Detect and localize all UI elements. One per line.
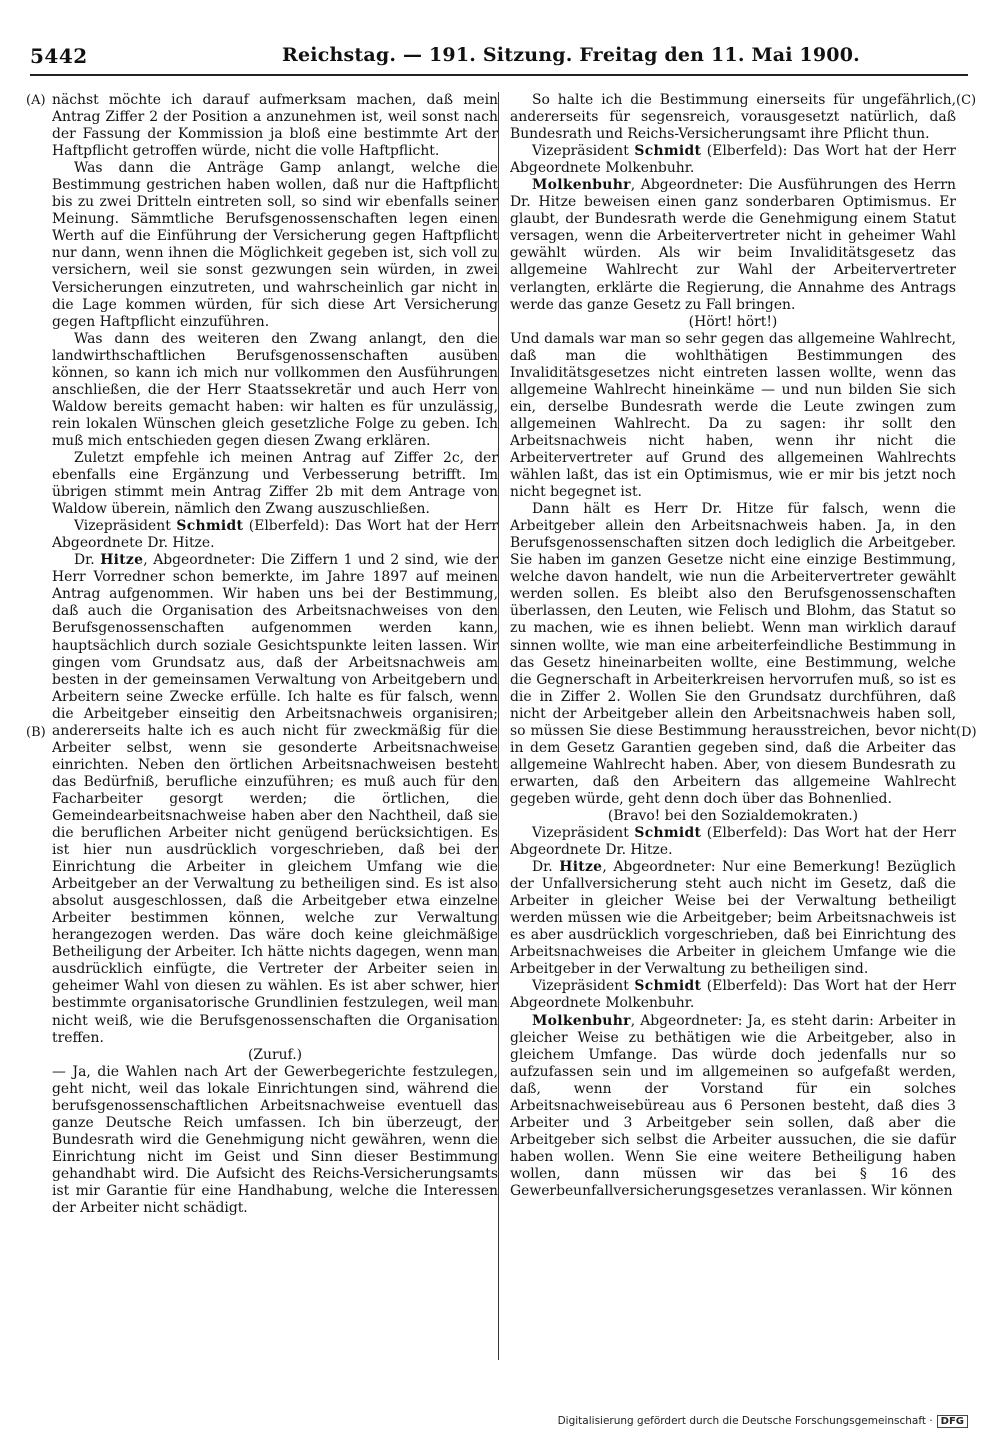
paragraph: Und damals war man so sehr gegen das allgemeine Wahlrecht, daß man die wohlthätigen Bestimmungen des Invaliditätsgesetzes nicht eintreten lassen wollte, wenn das allgemeine Wahlrecht hineinkäme — und nun bilden Sie sich ein, derselbe Bundesrath werde die Leute zwingen zum allgemeinen Wahlrecht. Da zu sagen: ihr sollt den Arbeitsnachweis nicht haben, wenn ihr nicht die Arbeitervertreter auf Grund des allgemeinen Wahlrechts wählen laßt, das ist ein Optimismus, wie er mir bis jetzt noch nicht begegnet ist. (510, 330, 956, 501)
speaker-intro (510, 978, 956, 1012)
speaker-text: (Elberfeld): Das Wort hat der Herr Abgeordnete Dr. Hitze. (52, 518, 498, 552)
speaker-title: Vizepräsident (532, 143, 635, 160)
speaker-intro (510, 825, 956, 859)
speaker-name: Schmidt (634, 143, 702, 160)
speaker-text: , Abgeordneter: Nur eine Bemerkung! Bezüglich der Unfallversicherung steht auch nicht im Gesetz, daß die Arbeiter in gleicher Weise bei der Verwaltung betheiligt werden müssen wie die Arbeitgeber; beim Arbeitsnachweis ist es aber ausdrücklich vorgeschrieben, daß bei Einrichtung des Arbeitsnachweises die Arbeiter in gleichem Umfange wie die Arbeitgeber in der Verwaltung zu betheiligen sind. (510, 859, 956, 978)
speaker-text: (Elberfeld): Das Wort hat der Herr Abgeordnete Dr. Hitze. (510, 825, 956, 859)
header-rule (30, 74, 968, 76)
interjection: (Zuruf.) (247, 1046, 303, 1063)
speaker-text: (Elberfeld): Das Wort hat der Herr Abgeordnete Molkenbuhr. (510, 143, 956, 177)
speaker-title: Dr. (532, 859, 560, 876)
interjection: (Bravo! bei den Sozialdemokraten.) (607, 807, 859, 824)
paragraph: — Ja, die Wahlen nach Art der Gewerbegerichte festzulegen, geht nicht, weil das lokale Einrichtungen sind, während die berufsgenossenschaftlichen Arbeitsnachweise eventuell das ganze Deutsche Reich umfassen. Ich bin überzeugt, der Bundesrath wird die Genehmigung nicht gewähren, wenn die Einrichtung nicht im Geist und Sinn dieser Bestimmung gehandhabt wird. Die Aufsicht des Reichs-Versicherungsamts ist mir Garantie für eine Handhabung, welche die Interessen der Arbeiter nicht schädigt. (52, 1063, 498, 1217)
paragraph: Was dann die Anträge Gamp anlangt, welche die Bestimmung gestrichen haben wollen, daß nur die Haftpflicht bis zu zwei Dritteln eintreten soll, so sind wir ebenfalls seiner Meinung. Sämmtliche Berufsgenossenschaften legen einen Werth auf die Einführung der Versicherung gegen Haftpflicht nur dann, wenn ihnen die Möglichkeit gegeben ist, sich voll zu versichern, weil sie sonst gezwungen sein würden, in zwei Versicherungen einzutreten, und wahrscheinlich gar nicht in die Lage kommen würden, für sich diese Art Versicherung gegen Haftpflicht einzuführen. (52, 160, 498, 330)
right-column (510, 92, 956, 1360)
paragraph: Was dann des weiteren den Zwang anlangt, den die landwirthschaftlichen Berufsgenossenschaften ausüben können, so kann ich mich nur vollkommen den Ausführungen anschließen, die der Herr Staatssekretär und auch Herr von Waldow bereits gemacht haben: wir halten es für unzulässig, rein lokalen Wünschen gleich gesetzliche Folge zu geben. Ich muß mich entschieden gegen diesen Zwang erklären. (52, 330, 498, 449)
speaker-intro (510, 143, 956, 177)
left-column (52, 92, 498, 1360)
speech-paragraph (52, 552, 498, 1046)
speaker-name: Molkenbuhr (532, 177, 631, 194)
interjection: (Hört! hört!) (688, 313, 778, 330)
paragraph: So halte ich die Bestimmung einerseits für ungefährlich, andererseits für segensreich, vorausgesetzt natürlich, daß Bundesrath und Reichs-Versicherungsamt ihre Pflicht thun. (510, 92, 956, 143)
paragraph: nächst möchte ich darauf aufmerksam machen, daß mein Antrag Ziffer 2 der Position a anzunehmen ist, weil sonst nach der Fassung der Kommission ja bloß eine bestimmte Art der Haftpflicht getroffen würde, nicht die volle Haftpflicht. (52, 92, 498, 160)
column-divider (498, 92, 499, 1360)
paragraph: Dann hält es Herr Dr. Hitze für falsch, wenn die Arbeitgeber allein den Arbeitsnachweis haben. Ja, in den Berufsgenossenschaften sitzen doch lediglich die Arbeitgeber. Sie haben im ganzen Gesetze nicht eine einzige Bestimmung, welche davon handelt, wie nun die Arbeitervertreter gewählt werden sollen. Es bleibt also den Berufsgenossenschaften überlassen, den Leuten, wie Felisch und Blohm, das Statut so zu machen, wie es ihnen beliebt. Wenn man wirklich darauf sinnen wollte, wie man eine arbeiterfeindliche Bestimmung in das Gesetz hineinarbeiten wollte, eine Bestimmung, welche die Gegnerschaft in Arbeiterkreisen hervorrufen muß, so ist es die in Ziffer 2. Wollen Sie den Grundsatz durchführen, daß nicht der Arbeitgeber allein den Arbeitsnachweis haben soll, so müssen Sie diese Bestimmung herausstreichen, bevor nicht in dem Gesetz Garantien gegeben sind, daß die Arbeiter das allgemeine Wahlrecht haben. Aber, von diesem Bundesrath zu erwarten, daß den Arbeitern das allgemeine Wahlrecht gegeben würde, geht denn doch über das Bohnenlied. (510, 501, 956, 807)
footer-text: Digitalisierung gefördert durch die Deutsche Forschungsgemeinschaft · (557, 1415, 933, 1427)
speaker-name: Hitze (100, 552, 144, 569)
speaker-text: , Abgeordneter: Die Ziffern 1 und 2 sind, wie der Herr Vorredner schon bemerkte, im Jahre 1897 auf meinen Antrag aufgenommen. Wir haben uns bei der Bestimmung, daß auch die Organisation des Arbeitsnachweises von den Berufsgenossenschaften aufgenommen werden kann, hauptsächlich durch soziale Gesichtspunkte leiten lassen. Wir gingen vom Grundsatz aus, daß der Arbeitsnachweis am besten in der gemeinsamen Verwaltung von Arbeitgebern und Arbeitern seine Zwecke erfülle. Ich halte es für falsch, wenn die Arbeitgeber einseitig den Arbeitsnachweis organisiren; andererseits halte ich es auch nicht für zweckmäßig für die Arbeiter selbst, wenn sie gesonderte Arbeitsnachweise einrichten. Neben den örtlichen Arbeitsnachweisen besteht das Bedürfniß, berufliche einzuführen; es muß auch für den Facharbeiter gesorgt werden; die örtlichen, die Gemeindearbeitsnachweise haben aber den Nachtheil, daß sie die beruflichen Arbeiter nicht genügend berücksichtigen. Es ist hier nun ausdrücklich vorgeschrieben, daß bei der Einrichtung die Arbeiter in gleichem Umfang wie die Arbeitgeber an der Verwaltung zu betheiligen sind. Es ist also absolut ausgeschlossen, daß die Arbeitgeber etwa einzelne Arbeiter bestimmen können, welche zur Verwaltung herangezogen werden. Das wäre doch keine gleichmäßige Betheiligung der Arbeiter. Ich hätte nichts dagegen, wenn man ausdrücklich einfügte, die Vertreter der Arbeiter seien in geheimer Wahl von diesen zu wählen. Es ist aber schwer, hier bestimmte organisatorische Grundlinien festzulegen, weil man nicht weiß, wie die Berufsgenossenschaften die Organisation treffen. (52, 552, 498, 1046)
speaker-title: Vizepräsident (532, 978, 635, 995)
speech-paragraph (510, 177, 956, 313)
speaker-name: Schmidt (176, 518, 244, 535)
margin-mark-a: (A) (26, 93, 46, 108)
paragraph: Zuletzt empfehle ich meinen Antrag auf Ziffer 2c, der ebenfalls eine Ergänzung und Verbesserung betrifft. Im übrigen stimmt mein Antrag Ziffer 2b mit dem Antrage von Waldow überein, nämlich den Zwang auszuschließen. (52, 449, 498, 518)
speech-paragraph (510, 1013, 956, 1201)
speaker-intro (52, 518, 498, 552)
margin-mark-d: (D) (956, 725, 977, 740)
dfg-logo: DFG (937, 1415, 968, 1428)
speaker-name: Schmidt (634, 978, 702, 995)
speaker-name: Schmidt (634, 825, 702, 842)
running-title: Reichstag. — 191. Sitzung. Freitag den 11. Mai 1900. (282, 44, 860, 66)
speaker-name: Hitze (559, 859, 603, 876)
speaker-title: Dr. (74, 552, 101, 569)
margin-mark-b: (B) (26, 725, 46, 740)
speaker-text: , Abgeordneter: Die Ausführungen des Herrn Dr. Hitze beweisen einen ganz sonderbaren Optimismus. Er glaubt, der Bundesrath werde die Genehmigung einem Statut versagen, wenn die Arbeitervertreter nicht in geheimer Wahl gewählt würden. Als wir beim Invaliditätsgesetz das allgemeine Wahlrecht zur Wahl der Arbeitervertreter verlangten, erklärte die Regierung, die Annahme des Antrags werde das ganze Gesetz zu Fall bringen. (510, 177, 956, 313)
speaker-text: , Abgeordneter: Ja, es steht darin: Arbeiter in gleicher Weise zu bethätigen wie die Arbeitgeber, also in gleichem Umfange. Das würde doch jedenfalls nur so aufzufassen sein und im allgemeinen so aufgefaßt werden, daß, wenn der Vorstand für ein solches Arbeitsnachweisebüreau aus 6 Personen besteht, daß dies 3 Arbeiter und 3 Arbeitgeber sein sollen, daß aber die Arbeitgeber sich selbst die Arbeiter aussuchen, die sie dafür haben wollen. Wenn Sie eine weitere Betheiligung haben wollen, dann müssen wir das bei § 16 des Gewerbeunfallversicherungsgesetzes veranlassen. Wir können (510, 1012, 956, 1199)
speaker-name: Molkenbuhr (532, 1012, 631, 1029)
speaker-title: Vizepräsident (74, 518, 177, 535)
footer-credit (558, 1415, 968, 1428)
speaker-text: (Elberfeld): Das Wort hat der Herr Abgeordnete Molkenbuhr. (510, 978, 956, 1012)
speaker-title: Vizepräsident (532, 825, 635, 842)
page-number: 5442 (30, 44, 88, 68)
page-header (30, 38, 968, 78)
margin-mark-c: (C) (956, 93, 977, 108)
speech-paragraph (510, 859, 956, 978)
